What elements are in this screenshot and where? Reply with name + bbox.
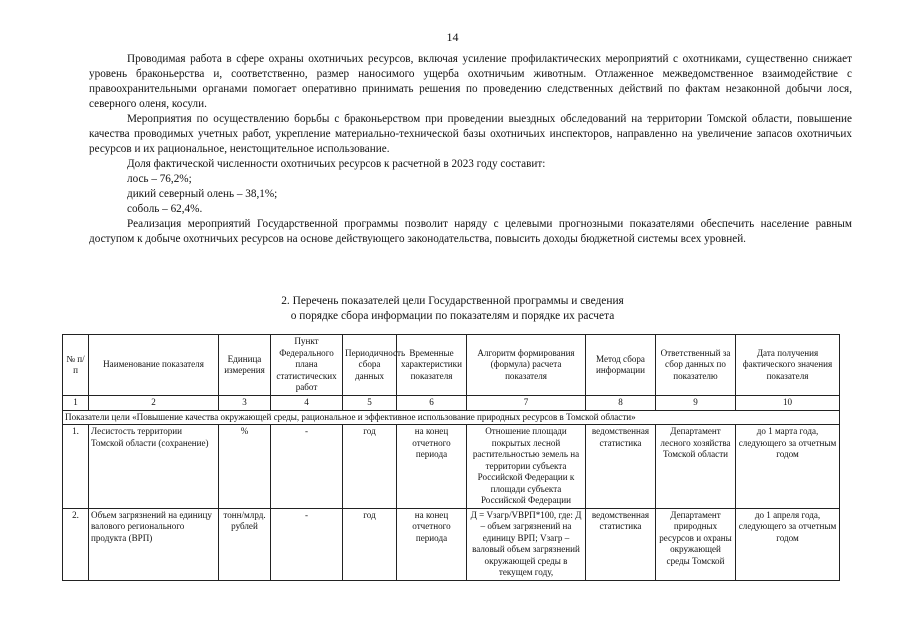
cell-method: ведомственная статистика: [586, 425, 656, 509]
cell-unit: %: [219, 425, 271, 509]
cell-method: ведомственная статистика: [586, 508, 656, 580]
cell-date: до 1 марта года, следующего за отчетным годом: [736, 425, 840, 509]
section-heading-line2: о порядке сбора информации по показателям и порядке их расчета: [290, 310, 615, 322]
cell-unit: тонн/млрд. рублей: [219, 508, 271, 580]
column-number: 9: [656, 396, 736, 411]
cell-time-characteristics: на конец отчетного периода: [397, 508, 467, 580]
header-time-characteristics: Временные характеристики показателя: [397, 335, 467, 396]
table-section-row: [63, 410, 840, 425]
column-number: 10: [736, 396, 840, 411]
column-number: 1: [63, 396, 89, 411]
indicators-table: [62, 334, 840, 581]
cell-date: до 1 апреля года, следующего за отчетным годом: [736, 508, 840, 580]
column-number: 4: [271, 396, 343, 411]
header-algorithm: Алгоритм формирования (формула) расчета показателя: [467, 335, 586, 396]
list-item-moose: лось – 76,2%;: [127, 173, 192, 185]
column-number-row: [63, 396, 840, 411]
section-heading: [0, 294, 905, 324]
column-number: 7: [467, 396, 586, 411]
column-number: 5: [343, 396, 397, 411]
header-unit: Единица измерения: [219, 335, 271, 396]
cell-no: 2.: [63, 508, 89, 580]
page-number: 14: [446, 30, 459, 44]
cell-name: Лесистость территории Томской области (сохранение): [89, 425, 219, 509]
header-date: Дата получения фактического значения показателя: [736, 335, 840, 396]
cell-algorithm: Отношение площади покрытых лесной растительностью земель на территории субъекта Российской Федерации к площади субъекта Российской Федерации: [467, 425, 586, 509]
table-row: [63, 425, 840, 509]
column-number: 3: [219, 396, 271, 411]
cell-algorithm: Д = Vзагр/VВРП*100, где: Д – объем загрязнений на единицу ВРП; Vзагр – валовый объем загрязнений окружающей среды в текущем году,: [467, 508, 586, 580]
section-title: Показатели цели «Повышение качества окружающей среды, рациональное и эффективное использование природных ресурсов в Томской области»: [63, 410, 840, 425]
cell-name: Объем загрязнений на единицу валового регионального продукта (ВРП): [89, 508, 219, 580]
list-item-sable: соболь – 62,4%.: [127, 203, 203, 215]
paragraph-program-result: Реализация мероприятий Государственной программы позволит наряду с целевыми прогнозными показателями обеспечить население равным доступом к добыче охотничьих ресурсов на основе действующего законодательства, повысить доходы бюджетной системы всех уровней.: [89, 218, 852, 245]
column-number: 2: [89, 396, 219, 411]
header-responsible: Ответственный за сбор данных по показателю: [656, 335, 736, 396]
table-header-row: [63, 335, 840, 396]
paragraph-share-intro: Доля фактической численности охотничьих ресурсов к расчетной в 2023 году составит:: [127, 158, 546, 170]
cell-periodicity: год: [343, 425, 397, 509]
paragraph-poaching-measures: Мероприятия по осуществлению борьбы с браконьерством при проведении выездных обследований на территории Томской области, повышение качества проводимых учетных работ, укрепление материально-технической базы охотничьих инспекторов, направленно на увеличение запасов охотничьих ресурсов и их рациональное, неистощительное использование.: [89, 113, 852, 155]
cell-responsible: Департамент природных ресурсов и охраны окружающей среды Томской: [656, 508, 736, 580]
header-method: Метод сбора информации: [586, 335, 656, 396]
header-periodicity: Периодичность сбора данных: [343, 335, 397, 396]
cell-periodicity: год: [343, 508, 397, 580]
header-name: Наименование показателя: [89, 335, 219, 396]
cell-plan-item: -: [271, 425, 343, 509]
cell-responsible: Департамент лесного хозяйства Томской области: [656, 425, 736, 509]
table-row: [63, 508, 840, 580]
cell-time-characteristics: на конец отчетного периода: [397, 425, 467, 509]
header-no: № п/п: [63, 335, 89, 396]
section-heading-line1: 2. Перечень показателей цели Государственной программы и сведения: [281, 295, 624, 307]
column-number: 8: [586, 396, 656, 411]
cell-no: 1.: [63, 425, 89, 509]
header-plan-item: Пункт Федерального плана статистических работ: [271, 335, 343, 396]
list-item-reindeer: дикий северный олень – 38,1%;: [127, 188, 278, 200]
column-number: 6: [397, 396, 467, 411]
paragraph-protection: Проводимая работа в сфере охраны охотничьих ресурсов, включая усиление профилактических мероприятий с охотниками, существенно снижает уровень браконьерства и, соответственно, размер наносимого ущерба охотничьим животным. Отлаженное межведомственное взаимодействие с правоохранительными органами помогает оперативно принимать решения по проведению следственных действий по фактам незаконной добычи лося, северного оленя, косули.: [89, 53, 852, 110]
body-text: [89, 52, 852, 247]
cell-plan-item: -: [271, 508, 343, 580]
